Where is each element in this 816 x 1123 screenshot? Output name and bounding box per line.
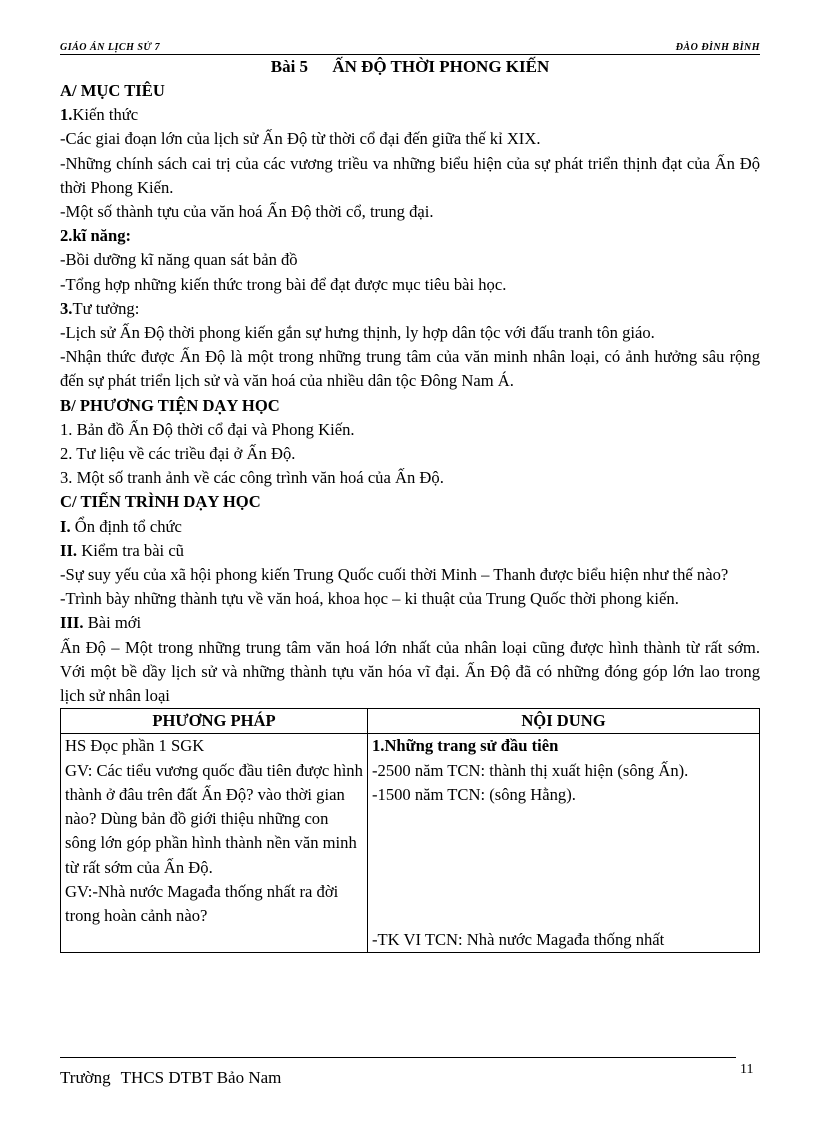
a2-item: -Bồi dưỡng kĩ năng quan sát bản đồ (60, 250, 298, 270)
a1-item: -Những chính sách cai trị của các vương triều va những biểu hiện của sự phát triển thịnh đạt của Ấn Độ thời Phong Kiến. (60, 153, 760, 197)
section-b-heading: B/ PHƯƠNG TIỆN DẠY HỌC (60, 395, 280, 415)
table-row (61, 734, 760, 953)
lesson-table (60, 708, 760, 953)
lesson-title (60, 55, 760, 79)
section-a3-label: Tư tưởng: (72, 298, 140, 318)
content-heading: 1.Những trang sử đầu tiên (372, 736, 559, 756)
section-a3-heading (60, 297, 760, 321)
content-spacer (372, 807, 755, 928)
section-c1-heading (60, 515, 760, 539)
table-header-content: NỘI DUNG (368, 709, 760, 734)
section-a1-heading (60, 103, 760, 127)
lesson-name: ẤN ĐỘ THỜI PHONG KIẾN (332, 57, 550, 76)
content-cell (368, 734, 760, 953)
section-a2-number: 2. (60, 226, 73, 246)
page-footer (60, 1057, 736, 1087)
page-number: 11 (740, 1062, 754, 1077)
table-header-method: PHƯƠNG PHÁP (61, 709, 368, 734)
section-a3-number: 3. (60, 298, 73, 318)
footer-label: Trường (60, 1068, 111, 1087)
lesson-number: Bài 5 (270, 57, 309, 76)
footer-school (60, 1068, 281, 1088)
b-item: 2. Tư liệu về các triều đại ở Ấn Độ. (60, 444, 296, 464)
footer-school-name: THCS DTBT Bảo Nam (120, 1068, 282, 1087)
section-c1-number: I. (60, 516, 71, 536)
section-c-heading: C/ TIẾN TRÌNH DẠY HỌC (60, 492, 261, 512)
a1-item: -Một số thành tựu của văn hoá Ấn Độ thời cổ, trung đại. (60, 202, 434, 222)
section-c3-label: Bài mới (87, 613, 142, 633)
section-a-heading: A/ MỤC TIÊU (60, 81, 165, 100)
method-line: GV: Các tiểu vương quốc đầu tiên được hình thành ở đâu trên đất Ấn Độ? vào thời gian nào? Dùng bản đồ giới thiệu những con sông lớn góp phần hình thành nền văn minh từ rất sớm của Ấn Độ. (65, 760, 363, 877)
c3-intro: Ấn Độ – Một trong những trung tâm văn hoá lớn nhất của nhân loại cũng được hình thành từ rất sớm. Với một bề dầy lịch sử và những thành tựu văn hóa vĩ đại. Ấn Độ đã có những đóng góp lớn lao trong lịch sử nhân loại (60, 637, 760, 706)
section-c3-number: III. (60, 613, 84, 633)
document-body (60, 79, 760, 708)
section-a1-number: 1. (60, 105, 73, 125)
document-page (60, 38, 760, 953)
section-a2-heading (60, 224, 760, 248)
table-header-row (61, 709, 760, 734)
section-c2-number: II. (60, 540, 78, 560)
section-c1-label: Ổn định tổ chức (74, 516, 182, 536)
c2-item: -Sự suy yếu của xã hội phong kiến Trung Quốc cuối thời Minh – Thanh được biểu hiện như thế nào? (60, 565, 729, 585)
c2-item: -Trình bày những thành tựu về văn hoá, khoa học – ki thuật của Trung Quốc thời phong kiến. (60, 589, 679, 609)
section-c2-heading (60, 539, 760, 563)
method-cell (61, 734, 368, 953)
header-left-text: GIÁO ÁN LỊCH SỬ 7 (60, 42, 161, 53)
page-header (60, 38, 760, 55)
method-line: HS Đọc phần 1 SGK (65, 736, 205, 756)
method-line: GV:-Nhà nước Magađa thống nhất ra đời trong hoàn cảnh nào? (65, 881, 339, 925)
content-line: -2500 năm TCN: thành thị xuất hiện (sông Ấn). (372, 760, 689, 780)
content-line: -TK VI TCN: Nhà nước Magađa thống nhất (372, 930, 665, 950)
section-c3-heading (60, 611, 760, 635)
section-c2-label: Kiểm tra bài cũ (81, 540, 184, 560)
content-line: -1500 năm TCN: (sông Hằng). (372, 784, 576, 804)
a3-item: -Nhận thức được Ấn Độ là một trong những trung tâm của văn minh nhân loại, có ảnh hưởng sâu rộng đến sự phát triển lịch sử và văn hoá của nhiều dân tộc Đông Nam Á. (60, 347, 760, 391)
b-item: 1. Bản đồ Ấn Độ thời cổ đại và Phong Kiến. (60, 419, 355, 439)
a2-item: -Tổng hợp những kiến thức trong bài để đạt được mục tiêu bài học. (60, 274, 507, 294)
a1-item: -Các giai đoạn lớn của lịch sử Ấn Độ từ thời cổ đại đến giữa thế kỉ XIX. (60, 129, 541, 149)
header-right-text: ĐÀO ĐÌNH BÌNH (675, 42, 760, 53)
a3-item: -Lịch sử Ấn Độ thời phong kiến gắn sự hưng thịnh, ly hợp dân tộc với đấu tranh tôn giáo. (60, 323, 655, 343)
section-a2-label: kĩ năng: (72, 226, 132, 246)
section-a1-label: Kiến thức (72, 105, 139, 125)
b-item: 3. Một số tranh ảnh về các công trình văn hoá của Ấn Độ. (60, 468, 444, 488)
